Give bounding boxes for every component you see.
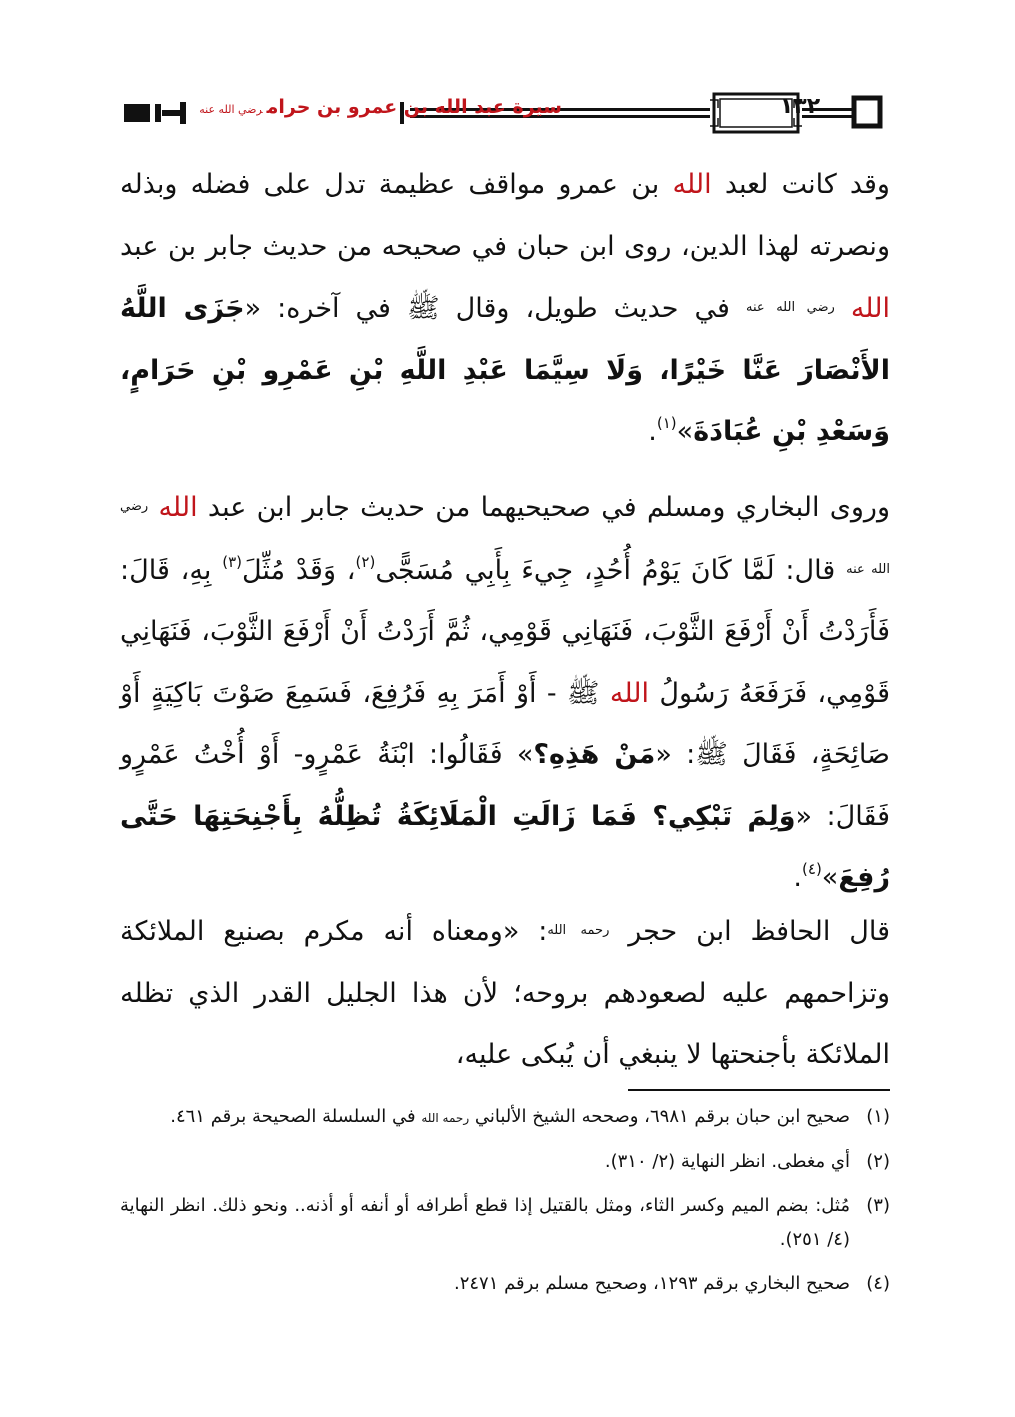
honorific-glyph: رحمه الله xyxy=(547,923,610,938)
footnote-number: (١) xyxy=(866,1106,890,1127)
paragraph-3 xyxy=(120,900,890,1086)
paragraph-2-text xyxy=(120,476,890,909)
salutation-glyph: ﷺ xyxy=(407,293,440,324)
footnote-text: مُثل: بضم الميم وكسر الثاء، ومثل بالقتيل إذا قطع أطرافه أو أنفه أو أذنه.. ونحو ذلك. انظر النهاية (٤/ ٢٥١). xyxy=(120,1195,850,1250)
text-run: في حديث طويل، وقال xyxy=(455,293,730,324)
honorific-glyph: رحمه الله xyxy=(421,1111,470,1125)
text-run: وقد كانت لعبد xyxy=(724,169,890,200)
text-run: » فَقَالُوا: ابْنَةُ عَمْرٍو- أَوْ أُخْتُ عَمْرٍو فَقَالَ: « xyxy=(120,739,891,832)
salutation-glyph: ﷺ xyxy=(566,677,600,709)
text-run: : « xyxy=(655,739,696,770)
footnotes xyxy=(120,1100,890,1311)
footnote-3 xyxy=(120,1189,890,1257)
paragraph-3-text xyxy=(120,900,890,1086)
running-title-text: سيرة عبد الله بن عمرو بن حرام xyxy=(266,96,562,118)
footnote-text: صحيح ابن حبان برقم ٦٩٨١، وصححه الشيخ الألباني xyxy=(474,1106,850,1127)
text-run: وروى البخاري ومسلم في صحيحيهما من حديث جابر ابن عبد xyxy=(207,492,890,523)
salutation-glyph: ﷺ xyxy=(695,739,728,770)
text-run: قال: لَمَّا كَانَ يَوْمُ أُحُدٍ، جِيءَ بِأَبِي مُسَجًّى xyxy=(375,554,836,586)
page-number: ١٣٢ xyxy=(779,94,821,119)
footnote-1 xyxy=(120,1100,890,1135)
text-run: - أَوْ أَمَرَ بِهِ فَرُفِعَ، فَسَمِعَ صَوْتَ بَاكِيَةٍ أَوْ صَائِحَةٍ، فَقَالَ xyxy=(120,677,890,770)
text-run: بِهِ، قَالَ: فَأَرَدْتُ أَنْ أَرْفَعَ الثَّوْبَ، فَنَهَانِي قَوْمِي، ثُمَّ أَرَدْتُ أَنْ أَرْفَعَ الثَّوْبَ، فَنَهَانِي قَوْمِي، فَرَفَعَهُ رَسُولُ xyxy=(120,554,890,709)
hadith-quote: مَنْ هَذِهِ؟ xyxy=(533,739,656,770)
text-run: . xyxy=(793,862,803,893)
divine-name: الله xyxy=(672,169,712,200)
honorific-glyph: رضي الله عنه xyxy=(745,300,835,315)
footnote-ref[interactable]: (١) xyxy=(656,414,677,432)
footnote-ref[interactable]: (٣) xyxy=(222,552,242,571)
footnote-separator xyxy=(628,1089,890,1091)
text-run: في آخره: « xyxy=(244,293,391,324)
divine-name: الله xyxy=(609,677,650,709)
text-run: ، وَقَدْ مُثِّلَ xyxy=(241,554,356,586)
text-run: بن عمرو مواقف عظيمة تدل على فضله وبذله ونصرته لهذا الدين، روى ابن حبان في صحيحه من حديث جابر بن عبد xyxy=(120,169,890,262)
footnote-ref[interactable]: (٢) xyxy=(355,552,376,571)
footnote-4 xyxy=(120,1267,890,1301)
footnote-ref[interactable]: (٤) xyxy=(802,860,822,878)
quote-mark: » xyxy=(676,416,694,447)
footnote-text: في السلسلة الصحيحة برقم ٤٦١. xyxy=(170,1106,416,1127)
text-run: : «ومعناه أنه مكرم بصنيع الملائكة وتزاحمهم عليه لصعودهم بروحه؛ لأن هذا الجليل القدر الذي تظله الملائكة بأجنحتها لا ينبغي أن يُبكى عليه، xyxy=(120,916,890,1070)
honorific-glyph: رضي الله عنه xyxy=(120,499,890,577)
footnote-number: (٢) xyxy=(866,1151,890,1172)
paragraph-1-text xyxy=(120,154,890,463)
footnote-number: (٤) xyxy=(866,1273,890,1294)
text-run: . xyxy=(648,416,657,447)
quote-mark: » xyxy=(821,862,839,893)
honorific-glyph: رضي الله عنه xyxy=(199,103,263,116)
footnote-2 xyxy=(120,1145,890,1179)
divine-name: الله xyxy=(850,293,890,324)
hadith-quote: وَلِمَ تَبْكِي؟ فَمَا زَالَتِ الْمَلَائِكَةُ تُظِلُّهُ بِأَجْنِحَتِهَا حَتَّى رُفِعَ xyxy=(120,800,890,893)
paragraph-2 xyxy=(120,476,890,909)
running-title xyxy=(199,96,562,118)
divine-name: الله xyxy=(158,492,198,523)
paragraph-1 xyxy=(120,154,890,463)
running-header xyxy=(122,88,892,138)
footnote-text: صحيح البخاري برقم ١٢٩٣، وصحيح مسلم برقم ٢٤٧١. xyxy=(453,1273,850,1294)
hadith-quote: جَزَى اللَّهُ الأَنْصَارَ عَنَّا خَيْرًا، وَلَا سِيَّمَا عَبْدِ اللَّهِ بْنِ عَمْرِو بْنِ حَرَامٍ، وَسَعْدِ بْنِ عُبَادَةَ xyxy=(120,293,890,447)
text-run: قال الحافظ ابن حجر xyxy=(628,916,890,947)
footnote-text: أي مغطى. انظر النهاية (٢/ ٣١٠). xyxy=(604,1151,850,1172)
footnote-number: (٣) xyxy=(866,1195,890,1216)
